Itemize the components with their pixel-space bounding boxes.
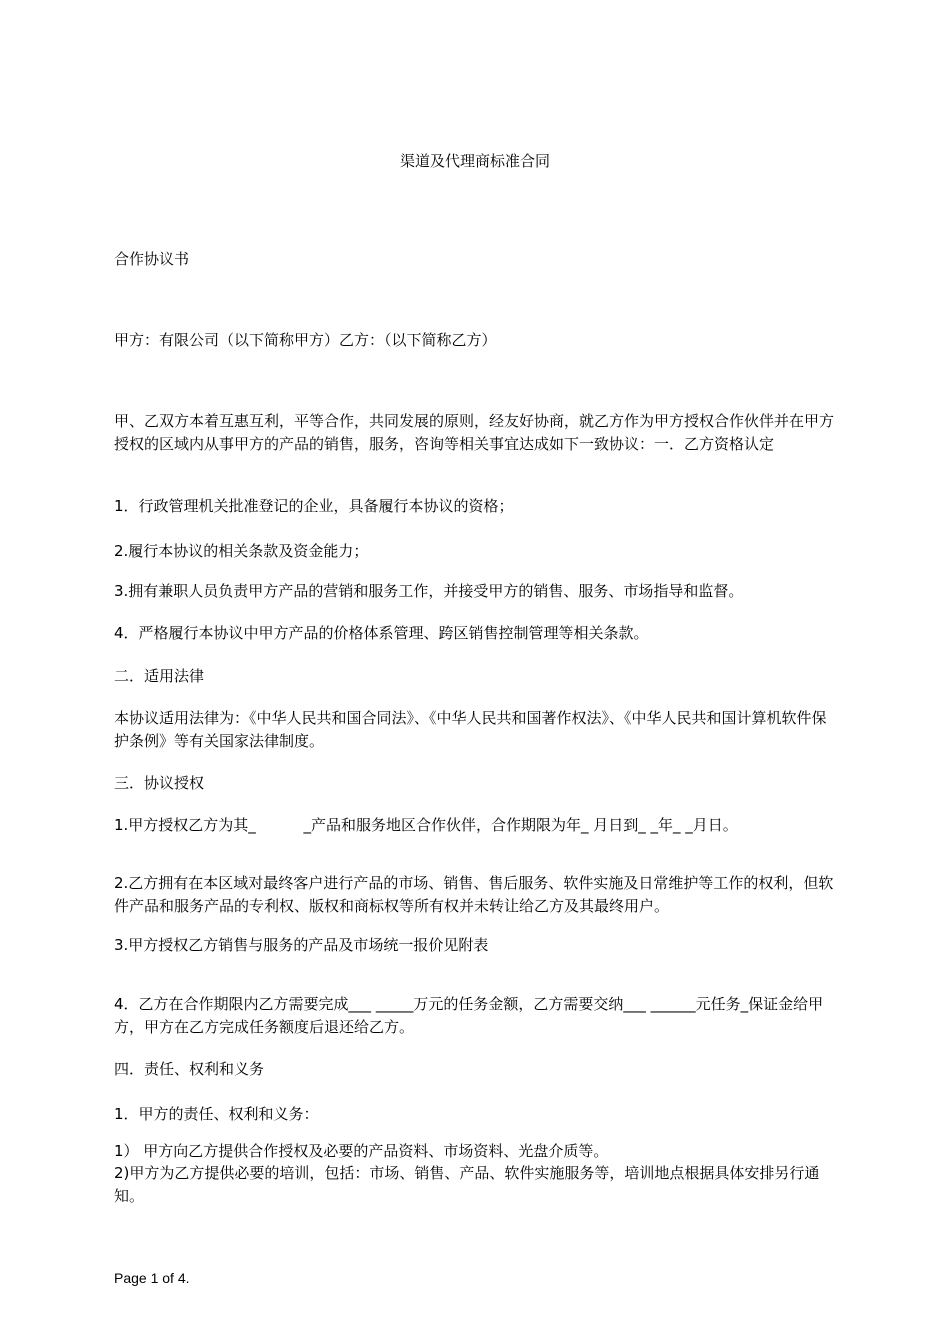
qualification-item-2: 2.履行本协议的相关条款及资金能力； xyxy=(114,542,369,560)
document-subtitle: 合作协议书 xyxy=(114,250,190,268)
qualification-item-1: 1．行政管理机关批准登记的企业，具备履行本协议的资格； xyxy=(114,497,514,515)
qualification-item-3: 3.拥有兼职人员负责甲方产品的营销和服务工作，并接受甲方的销售、服务、市场指导和监督。 xyxy=(114,582,744,600)
section-2-text: 本协议适用法律为：《中华人民共和国合同法》、《中华人民共和国著作权法》、《中华人民共和国计算机软件保护条例》等有关国家法律制度。 xyxy=(114,709,827,750)
qualification-item-4: 4．严格履行本协议中甲方产品的价格体系管理、跨区销售控制管理等相关条款。 xyxy=(114,624,649,642)
authorization-item-2: 2.乙方拥有在本区域对最终客户进行产品的市场、销售、售后服务、软件实施及日常维护等工作的权利，但软件产品和服务产品的专利权、版权和商标权等所有权并未转让给乙方及其最终用户。 xyxy=(114,874,834,915)
page-number: Page 1 of 4. xyxy=(114,1270,190,1286)
authorization-item-4: 4．乙方在合作期限内乙方需要完成___ _____万元的任务金额，乙方需要交纳___ ______元任务_保证金给甲方，甲方在乙方完成任务额度后退还给乙方。 xyxy=(114,995,824,1036)
authorization-item-3: 3.甲方授权乙方销售与服务的产品及市场统一报价见附表 xyxy=(114,936,489,954)
section-4-heading: 四．责任、权利和义务 xyxy=(114,1060,265,1078)
section-3-heading: 三．协议授权 xyxy=(114,774,205,792)
parties-line: 甲方：有限公司（以下简称甲方）乙方：（以下简称乙方） xyxy=(114,331,497,349)
party-a-duty-item-1: 1） 甲方向乙方提供合作授权及必要的产品资料、市场资料、光盘介质等。 xyxy=(114,1142,609,1160)
section-4-subheading: 1．甲方的责任、权利和义务： xyxy=(114,1105,319,1123)
section-2-heading: 二．适用法律 xyxy=(114,667,205,685)
intro-paragraph: 甲、乙双方本着互惠互利，平等合作，共同发展的原则，经友好协商，就乙方作为甲方授权合作伙伴并在甲方授权的区域内从事甲方的产品的销售，服务，咨询等相关事宜达成如下一致协议：一．乙方资格认定 xyxy=(114,412,835,453)
authorization-item-1: 1.甲方授权乙方为其_ _产品和服务地区合作伙伴，合作期限为年_ 月日到_ _年_ _月日。 xyxy=(114,816,738,834)
party-a-duty-item-2: 2)甲方为乙方提供必要的培训，包括：市场、销售、产品、软件实施服务等，培训地点根据具体安排另行通知。 xyxy=(114,1164,820,1205)
document-title: 渠道及代理商标准合同 xyxy=(399,152,550,170)
